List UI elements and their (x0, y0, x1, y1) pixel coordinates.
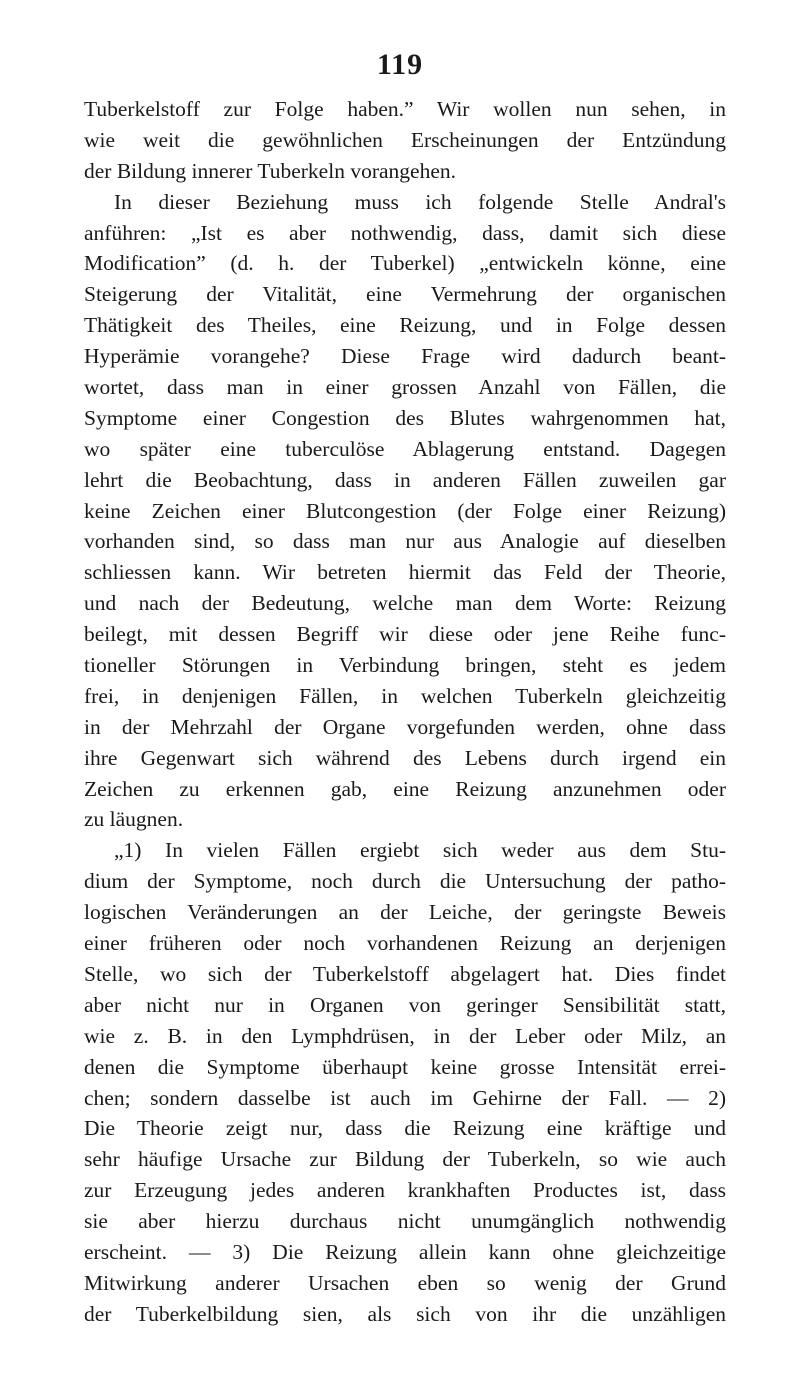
text-line: der Bildung innerer Tuberkeln vorangehen. (84, 158, 456, 183)
text-line: Steigerung der Vitalität, eine Vermehrung der organischen (84, 282, 726, 307)
text-line: sehr häufige Ursache zur Bildung der Tuberkeln, so wie auch (84, 1147, 726, 1172)
text-line: erscheint. — 3) Die Reizung allein kann ohne gleichzeitige (84, 1239, 726, 1264)
text-line: in der Mehrzahl der Organe vorgefunden werden, ohne dass (84, 714, 726, 739)
text-line: frei, in denjenigen Fällen, in welchen Tuberkeln gleichzeitig (84, 683, 726, 708)
text-line: Hyperämie vorangehe? Diese Frage wird dadurch beant- (84, 344, 726, 369)
text-line: Stelle, wo sich der Tuberkelstoff abgelagert hat. Dies findet (84, 961, 726, 986)
text-line: Zeichen zu erkennen gab, eine Reizung anzunehmen oder (84, 776, 726, 801)
text-line: tioneller Störungen in Verbindung bringen, steht es jedem (84, 653, 726, 678)
text-line: In dieser Beziehung muss ich folgende Stelle Andral's (114, 189, 726, 214)
text-line: „1) In vielen Fällen ergiebt sich weder aus dem Stu- (114, 838, 726, 863)
text-line: Thätigkeit des Theiles, eine Reizung, und in Folge dessen (84, 313, 726, 338)
page-number: 119 (376, 48, 424, 81)
text-line: vorhanden sind, so dass man nur aus Analogie auf dieselben (84, 529, 726, 554)
text-line: zu läugnen. (84, 807, 184, 832)
text-line: logischen Veränderungen an der Leiche, der geringste Beweis (84, 900, 726, 925)
text-line: Mitwirkung anderer Ursachen eben so wenig der Grund (84, 1270, 726, 1295)
text-line: Symptome einer Congestion des Blutes wahrgenommen hat, (84, 405, 726, 430)
text-line: einer früheren oder noch vorhandenen Reizung an derjenigen (84, 931, 726, 956)
body-text (84, 94, 726, 1330)
text-line: der Tuberkelbildung sien, als sich von ihr die unzähligen (84, 1301, 726, 1326)
text-line: beilegt, mit dessen Begriff wir diese oder jene Reihe func- (84, 622, 726, 647)
text-line: Die Theorie zeigt nur, dass die Reizung eine kräftige und (84, 1116, 726, 1141)
text-line: chen; sondern dasselbe ist auch im Gehirne der Fall. — 2) (84, 1085, 726, 1110)
text-line: aber nicht nur in Organen von geringer Sensibilität statt, (84, 992, 726, 1017)
text-line: Tuberkelstoff zur Folge haben.” Wir wollen nun sehen, in (84, 97, 726, 121)
text-line: anführen: „Ist es aber nothwendig, dass, damit sich diese (84, 220, 726, 245)
text-line: dium der Symptome, noch durch die Untersuchung der patho- (84, 869, 726, 894)
text-line: Modification” (d. h. der Tuberkel) „entwickeln könne, eine (84, 251, 726, 276)
text-line: wie weit die gewöhnlichen Erscheinungen der Entzündung (84, 127, 726, 152)
text-line: wortet, dass man in einer grossen Anzahl von Fällen, die (84, 375, 726, 400)
text-line: wo später eine tuberculöse Ablagerung entstand. Dagegen (84, 436, 726, 461)
text-line: denen die Symptome überhaupt keine grosse Intensität errei- (84, 1054, 726, 1079)
text-line: keine Zeichen einer Blutcongestion (der Folge einer Reizung) (84, 498, 726, 523)
text-line: sie aber hierzu durchaus nicht unumgänglich nothwendig (84, 1209, 726, 1234)
text-line: wie z. B. in den Lymphdrüsen, in der Leber oder Milz, an (84, 1023, 726, 1048)
text-line: ihre Gegenwart sich während des Lebens durch irgend ein (84, 745, 726, 770)
text-line: schliessen kann. Wir betreten hiermit das Feld der Theorie, (84, 560, 726, 585)
text-line: zur Erzeugung jedes anderen krankhaften Productes ist, dass (84, 1178, 726, 1203)
text-line: und nach der Bedeutung, welche man dem Worte: Reizung (84, 591, 726, 616)
text-line: lehrt die Beobachtung, dass in anderen Fällen zuweilen gar (84, 467, 726, 492)
